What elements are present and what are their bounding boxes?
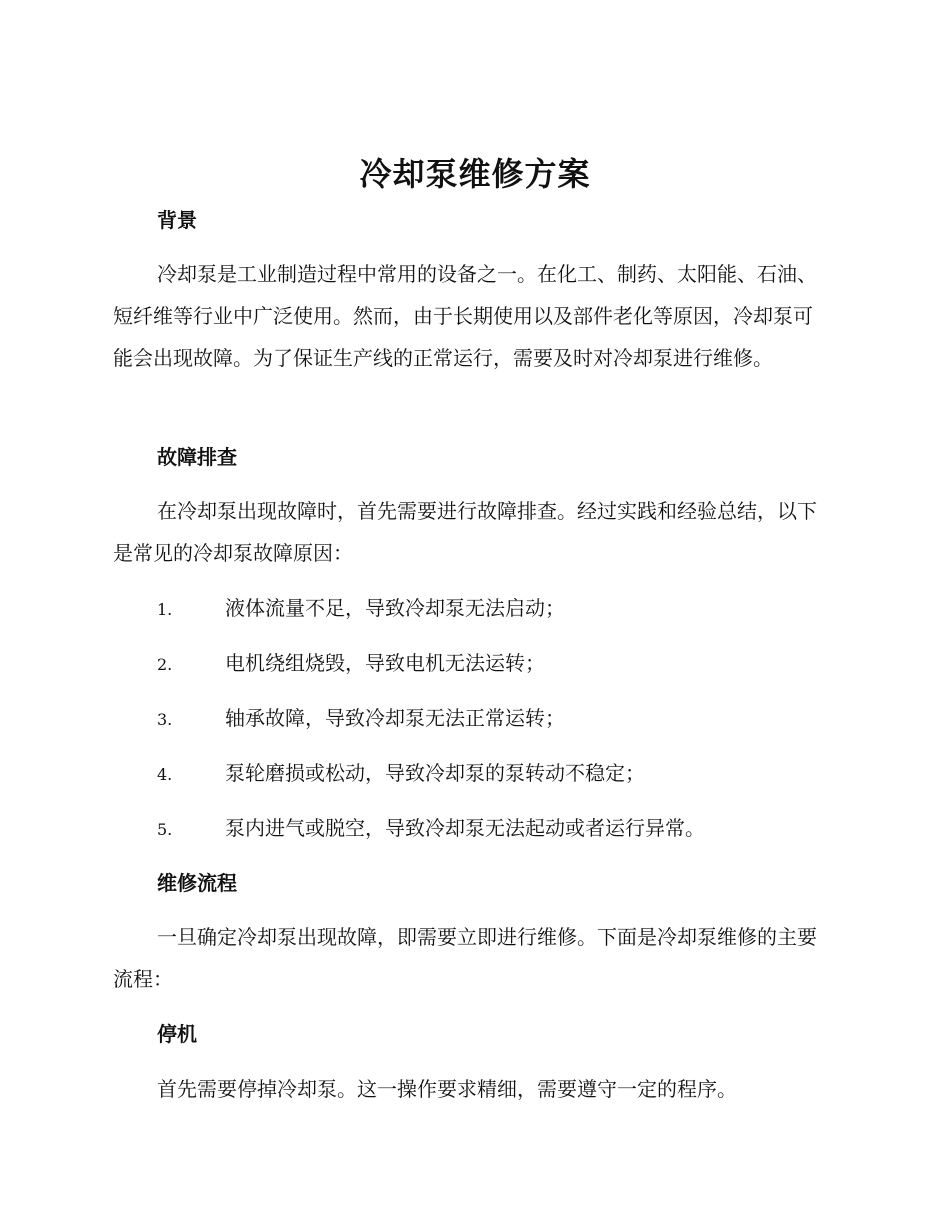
shutdown-paragraph: 首先需要停掉冷却泵。这一操作要求精细，需要遵守一定的程序。 [157,1077,737,1101]
section-heading-shutdown: 停机 [157,1022,197,1046]
list-item-text: 电机绕组烧毁，导致电机无法运转； [225,651,545,675]
list-item-text: 泵轮磨损或松动，导致冷却泵的泵转动不稳定； [225,761,645,785]
background-paragraph: 冷却泵是工业制造过程中常用的设备之一。在化工、制药、太阳能、石油、短纤维等行业中广泛使用。然而，由于长期使用以及部件老化等原因，冷却泵可能会出现故障。为了保证生产线的正常运行，需要及时对冷却泵进行维修。 [113,262,817,370]
list-item-text: 泵内进气或脱空，导致冷却泵无法起动或者运行异常。 [225,816,705,840]
list-item-number: 5. [157,820,173,839]
list-item-number: 4. [157,765,173,784]
section-heading-troubleshooting: 故障排查 [157,445,237,469]
list-item-text: 液体流量不足，导致冷却泵无法启动； [225,596,565,620]
list-item-number: 1. [157,600,173,619]
section-heading-background: 背景 [157,208,197,232]
troubleshooting-paragraph: 在冷却泵出现故障时，首先需要进行故障排查。经过实践和经验总结，以下是常见的冷却泵故障原因： [113,499,817,565]
section-heading-repair-process: 维修流程 [157,871,237,895]
list-item-number: 3. [157,710,173,729]
list-item-text: 轴承故障，导致冷却泵无法正常运转； [225,706,565,730]
repair-process-paragraph: 一旦确定冷却泵出现故障，即需要立即进行维修。下面是冷却泵维修的主要流程： [113,925,817,991]
list-item-number: 2. [157,655,173,674]
document-title: 冷却泵维修方案 [359,155,591,193]
